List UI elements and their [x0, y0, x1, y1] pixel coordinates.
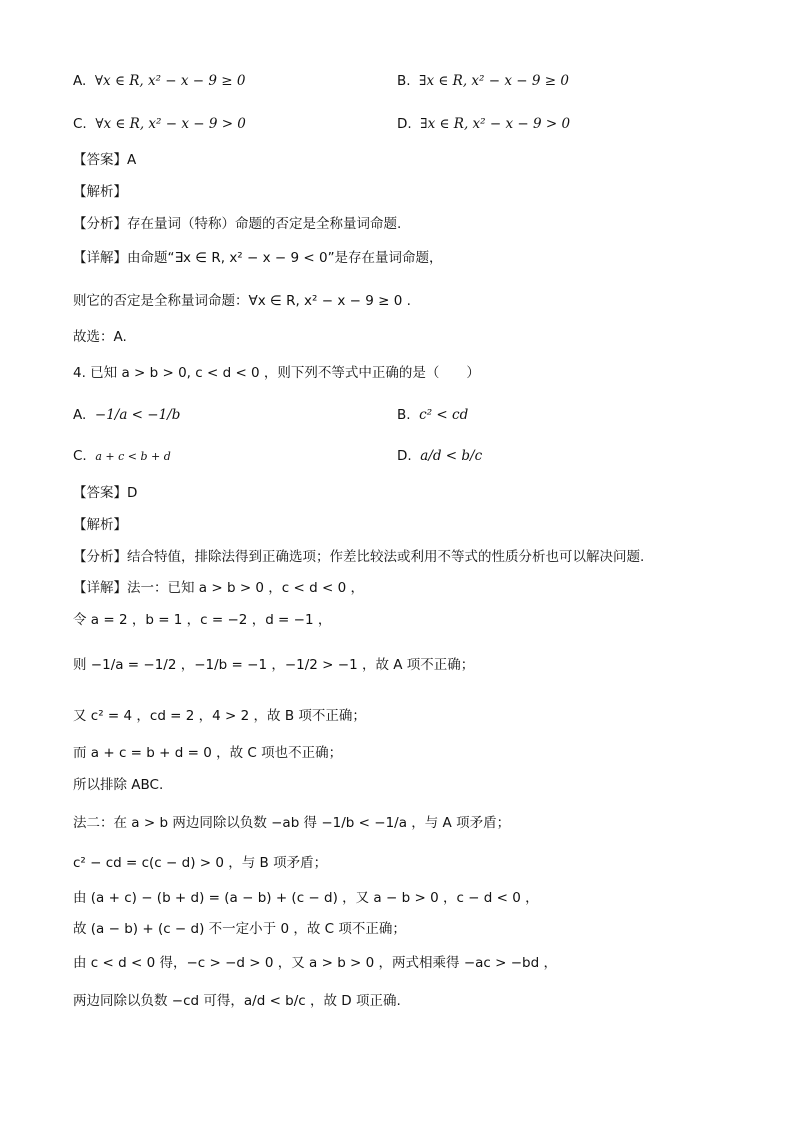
q3-xiangjie-1: 【详解】由命题“∃x ∈ R, x² − x − 9 < 0”是存在量词命题，: [73, 250, 443, 266]
option-label: D.: [397, 448, 412, 464]
q4-detail-12: 两边同除以负数 −cd 可得，a/d < b/c ，故 D 项正确.: [73, 993, 401, 1009]
q3-analysis-header: 【解析】: [73, 184, 127, 200]
q4-option-b: [397, 407, 468, 423]
option-label: A.: [73, 407, 87, 423]
q4-analysis-header: 【解析】: [73, 517, 127, 533]
q4-detail-3: 则 −1/a = −1/2 ，−1/b = −1 ，−1/2 > −1 ，故 A 项不正确；: [73, 657, 475, 673]
option-math: c² < cd: [419, 407, 469, 423]
option-label: B.: [397, 407, 411, 423]
q3-xiangjie-2: 则它的否定是全称量词命题：∀x ∈ R, x² − x − 9 ≥ 0 .: [73, 293, 411, 309]
q4-detail-2: 令 a = 2 ，b = 1 ，c = −2 ，d = −1 ，: [73, 612, 332, 628]
q4-stem: 4. 已知 a > b > 0, c < d < 0 ，则下列不等式中正确的是（ ）: [73, 365, 480, 381]
option-math: a + c < b + d: [95, 450, 171, 463]
option-math: ∃x ∈ R, x² − x − 9 > 0: [420, 116, 571, 132]
option-label: C.: [73, 448, 87, 464]
q4-detail-7: 法二：在 a > b 两边同除以负数 −ab 得 −1/b < −1/a ，与 A 项矛盾；: [73, 815, 511, 831]
option-math: −1/a < −1/b: [94, 407, 181, 423]
q4-detail-1: 【详解】法一：已知 a > b > 0 ，c < d < 0 ，: [73, 580, 364, 596]
q3-option-b: [397, 73, 569, 89]
option-math: a/d < b/c: [420, 448, 483, 464]
option-math: ∀x ∈ R, x² − x − 9 > 0: [95, 116, 246, 132]
q4-option-c: [73, 448, 171, 464]
q3-option-c: [73, 116, 246, 132]
q3-answer: 【答案】A: [73, 152, 137, 168]
q3-option-a: [73, 73, 245, 89]
q4-detail-9: 由 (a + c) − (b + d) = (a − b) + (c − d) ，又 a − b > 0 ，c − d < 0 ，: [73, 890, 539, 906]
q4-answer: 【答案】D: [73, 485, 138, 501]
q3-fenxi: 【分析】存在量词（特称）命题的否定是全称量词命题.: [73, 216, 402, 232]
option-label: A.: [73, 73, 87, 89]
q4-detail-6: 所以排除 ABC.: [73, 777, 164, 793]
q4-detail-8: c² − cd = c(c − d) > 0 ，与 B 项矛盾；: [73, 855, 328, 871]
q4-fenxi: 【分析】结合特值，排除法得到正确选项；作差比较法或利用不等式的性质分析也可以解决问题.: [73, 549, 645, 565]
q3-choose: 故选：A.: [73, 329, 127, 345]
option-label: B.: [397, 73, 411, 89]
q4-option-a: [73, 407, 180, 423]
q4-option-d: [397, 448, 482, 464]
q4-detail-4: 又 c² = 4 ，cd = 2 ，4 > 2 ，故 B 项不正确；: [73, 708, 366, 724]
q3-option-d: [397, 116, 570, 132]
option-math: ∃x ∈ R, x² − x − 9 ≥ 0: [419, 73, 569, 89]
option-label: C.: [73, 116, 87, 132]
option-label: D.: [397, 116, 412, 132]
q4-detail-5: 而 a + c = b + d = 0 ，故 C 项也不正确；: [73, 745, 343, 761]
q4-detail-10: 故 (a − b) + (c − d) 不一定小于 0 ，故 C 项不正确；: [73, 921, 406, 937]
q4-detail-11: 由 c < d < 0 得，−c > −d > 0 ，又 a > b > 0 ，两式相乘得 −ac > −bd ，: [73, 955, 557, 971]
option-math: ∀x ∈ R, x² − x − 9 ≥ 0: [94, 73, 246, 89]
